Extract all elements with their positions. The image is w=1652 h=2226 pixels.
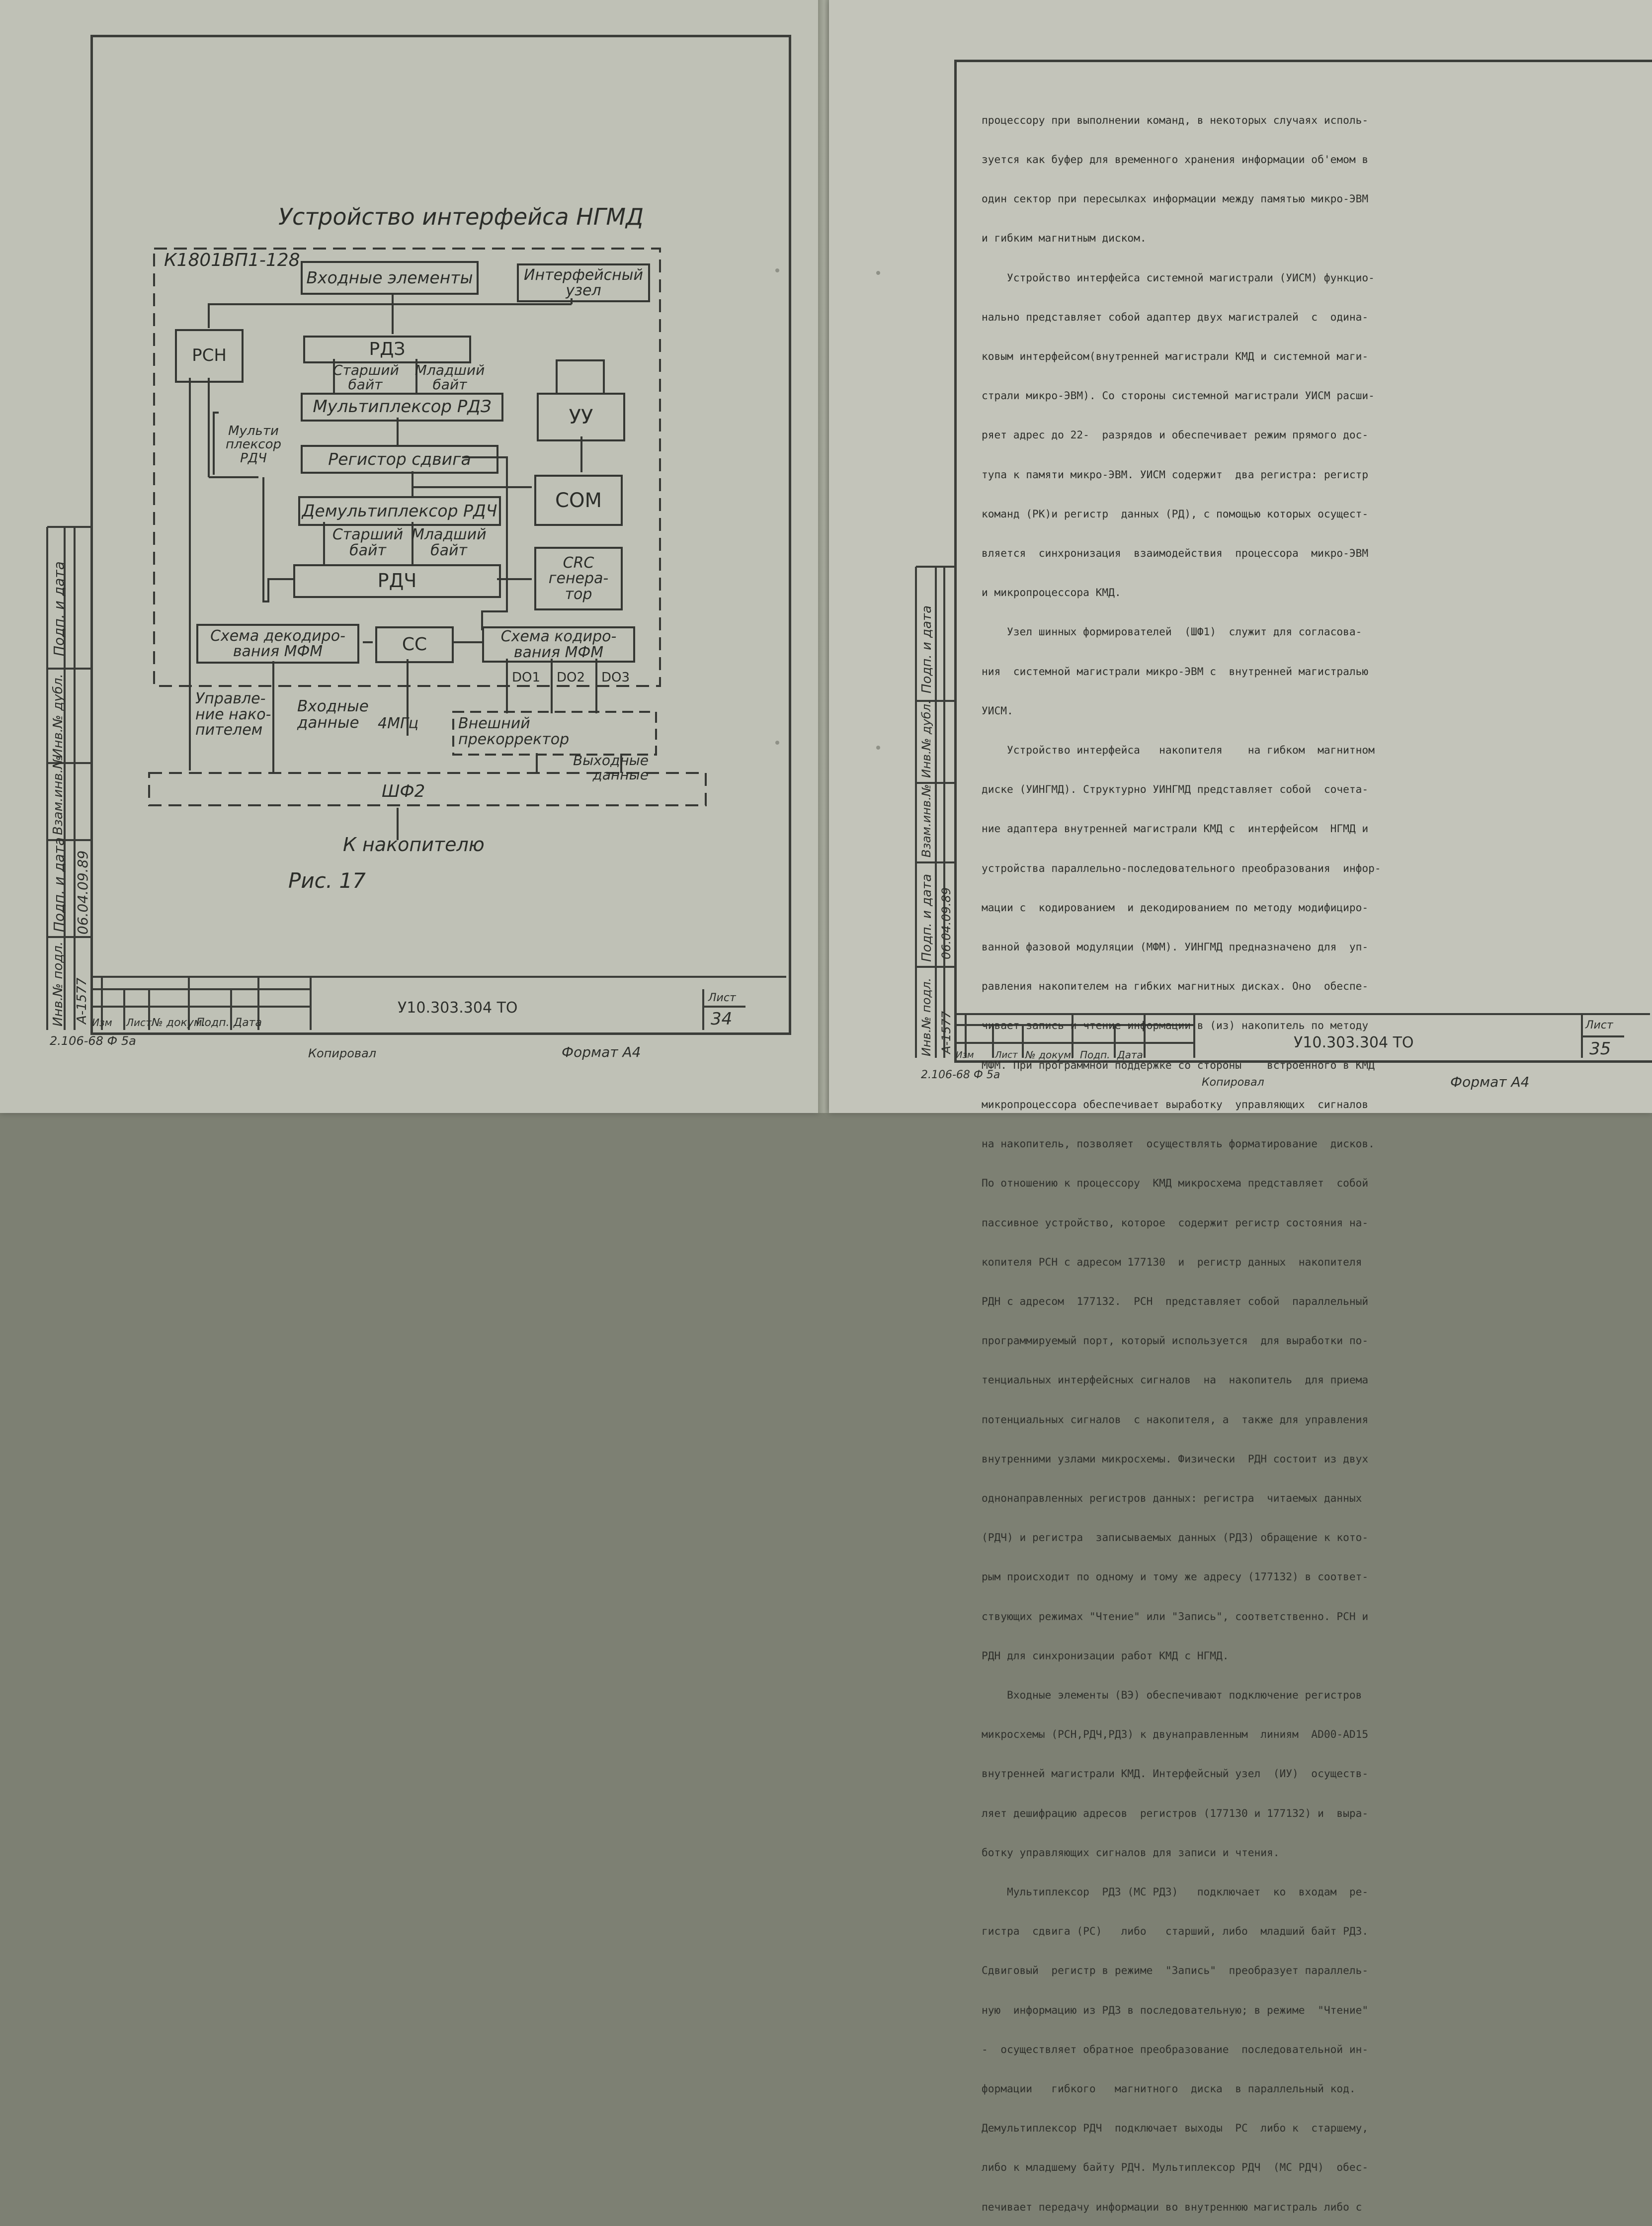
body-line: внутренней магистрали КМД. Интерфейсный узел (ИУ) осуществ- bbox=[982, 1767, 1369, 1780]
left-col-list: Лист bbox=[126, 1017, 152, 1028]
body-line: ния системной магистрали микро-ЭВМ с внутренней магистралью bbox=[982, 665, 1369, 678]
body-line: Устройство интерфейса накопителя на гибком магнитном bbox=[982, 744, 1375, 757]
body-line: Демультиплексор РДЧ подключает выходы РС либо к старшему, bbox=[982, 2122, 1369, 2135]
body-line: Мультиплексор РДЗ (МС РДЗ) подключает ко входам ре- bbox=[982, 1885, 1369, 1898]
right-col-izm: Изм bbox=[956, 1050, 974, 1060]
body-line: гистра сдвига (РС) либо старший, либо младший байт РДЗ. bbox=[982, 1925, 1369, 1938]
body-line: микросхемы (РСН,РДЧ,РДЗ) к двунаправленным линиям AD00-AD15 bbox=[982, 1728, 1369, 1741]
right-col-date: Дата bbox=[1117, 1049, 1143, 1061]
right-col-list: Лист bbox=[995, 1050, 1018, 1060]
binding-hole bbox=[876, 746, 880, 750]
block-rdz-label: РДЗ bbox=[369, 339, 406, 360]
left-footer-form: 2.106-68 Ф 5а bbox=[50, 1034, 136, 1048]
left-doc-number: У10.303.304 ТО bbox=[398, 999, 518, 1017]
do2-label: DO2 bbox=[557, 670, 585, 685]
input-data-label: Входные данные bbox=[297, 697, 369, 732]
rdz-low-label: Младший байт bbox=[414, 362, 485, 393]
left-page bbox=[0, 0, 819, 1113]
body-line: потенциальных сигналов с накопителя, а также для управления bbox=[982, 1413, 1369, 1426]
body-line: МФМ. При программной поддержке со стороны встроенного в КМД bbox=[982, 1058, 1375, 1071]
left-stamp-dup-inv: Инв.№ дубл. bbox=[51, 674, 66, 758]
block-com-label: СОМ bbox=[555, 489, 602, 512]
output-data-label: Выходные данные bbox=[573, 752, 649, 783]
body-line: Устройство интерфейса системной магистрали (УИСМ) функцио- bbox=[982, 271, 1375, 284]
body-line: равления накопителем на гибких магнитных дисках. Оно обеспе- bbox=[982, 980, 1369, 993]
body-line: РДН с адресом 177132. РСН представляет собой параллельный bbox=[982, 1294, 1369, 1307]
body-line: ванной фазовой модуляции (МФМ). УИНГМД предназначено для уп- bbox=[982, 941, 1369, 953]
body-line: печивает передачу информации во внутреннюю магистраль либо с bbox=[982, 2200, 1362, 2213]
left-stamp-sign-date-1: Подп. и дата bbox=[51, 561, 67, 656]
body-line: команд (РК)и регистр данных (РД), с помощью которых осущест- bbox=[982, 507, 1369, 520]
right-stamp-repl-inv: Взам.инв.№ bbox=[919, 784, 933, 857]
right-stamp-sign-date-1: Подп. и дата bbox=[919, 605, 934, 693]
body-line: на накопитель, позволяет осуществлять форматирование дисков. bbox=[982, 1137, 1375, 1150]
left-col-doc: № докум. bbox=[152, 1017, 206, 1029]
left-stamp-date-value: 06.04.09.89 bbox=[75, 850, 91, 935]
body-line: Сдвиговый регистр в режиме "Запись" преобразует параллель- bbox=[982, 1964, 1369, 1977]
left-col-sign: Подп. bbox=[196, 1017, 230, 1029]
body-line: ную информацию из РДЗ в последовательную; в режиме "Чтение" bbox=[982, 2003, 1369, 2016]
spine bbox=[818, 0, 830, 1113]
body-line: мации с кодированием и декодированием по методу модифициро- bbox=[982, 901, 1369, 914]
body-line: процессору при выполнении команд, в некоторых случаях исполь- bbox=[982, 113, 1369, 126]
binding-hole bbox=[775, 268, 779, 272]
body-line: страли микро-ЭВМ). Со стороны системной магистрали УИСМ расши- bbox=[982, 389, 1375, 402]
right-stamp-orig-inv: Инв.№ подл. bbox=[919, 978, 933, 1056]
left-footer-copied: Копировал bbox=[308, 1046, 377, 1060]
block-uu-label: УУ bbox=[569, 406, 593, 428]
body-line: УИСМ. bbox=[982, 704, 1013, 717]
rdch-low-label: Младший байт bbox=[412, 526, 487, 559]
left-stamp-sign-date-2: Подп. и дата bbox=[51, 837, 67, 932]
left-stamp-orig-inv: Инв.№ подл. bbox=[51, 941, 66, 1027]
body-line: ковым интерфейсом(внутренней магистрали КМД и системной маги- bbox=[982, 350, 1369, 363]
body-line: либо к младшему байту РДЧ. Мультиплексор РДЧ (МС РДЧ) обес- bbox=[982, 2161, 1369, 2174]
right-footer-copied: Копировал bbox=[1202, 1076, 1264, 1089]
left-footer-format: Формат А4 bbox=[562, 1044, 641, 1060]
right-col-doc: № докум. bbox=[1025, 1049, 1074, 1061]
body-line: внутренними узлами микросхемы. Физически РДН состоит из двух bbox=[982, 1452, 1369, 1465]
block-demux-rdch-label: Демультиплексор РДЧ bbox=[302, 501, 497, 520]
left-col-date: Дата bbox=[234, 1017, 262, 1029]
body-line: (РДЧ) и регистра записываемых данных (РДЗ) обращение к кото- bbox=[982, 1531, 1369, 1544]
shf2-label: ШФ2 bbox=[382, 781, 425, 801]
left-sheet-number: 34 bbox=[711, 1009, 733, 1029]
body-line: зуется как буфер для временного хранения информации об'емом в bbox=[982, 153, 1369, 166]
block-ss-label: СС bbox=[402, 634, 427, 655]
body-line: Узел шинных формирователей (ШФ1) служит для согласова- bbox=[982, 625, 1362, 638]
body-line: однонаправленных регистров данных: регистра читаемых данных bbox=[982, 1491, 1362, 1504]
right-sheet-number: 35 bbox=[1589, 1039, 1611, 1059]
body-line: ляет дешифрацию адресов регистров (177130 и 177132) и выра- bbox=[982, 1806, 1369, 1819]
block-rdch-label: РДЧ bbox=[377, 570, 417, 592]
body-line: чивает запись и чтение информации в (из) накопитель по методу bbox=[982, 1019, 1369, 1032]
body-line: тупа к памяти микро-ЭВМ. УИСМ содержит два регистра: регистр bbox=[982, 468, 1369, 481]
right-stamp-date-value: 06.04.09.89 bbox=[939, 887, 953, 959]
binding-hole bbox=[775, 741, 779, 745]
left-stamp-repl-inv: Взам.инв.№ bbox=[51, 756, 66, 835]
right-stamp-sign-date-2: Подп. и дата bbox=[919, 873, 934, 962]
rdz-high-label: Старший байт bbox=[333, 362, 399, 393]
body-line: устройства параллельно-последовательного преобразования инфор- bbox=[982, 861, 1381, 874]
figure-caption: Рис. 17 bbox=[288, 868, 366, 893]
right-sheet-label: Лист bbox=[1585, 1019, 1613, 1031]
freq-label: 4МГц bbox=[378, 715, 419, 732]
block-mux-rdz-label: Мультиплексор РДЗ bbox=[313, 397, 492, 417]
body-line: По отношению к процессору КМД микросхема представляет собой bbox=[982, 1177, 1369, 1190]
body-line: копителя РСН с адресом 177130 и регистр данных накопителя bbox=[982, 1255, 1362, 1268]
right-page bbox=[829, 0, 1652, 2213]
body-line: программируемый порт, который используется для выработки по- bbox=[982, 1334, 1369, 1347]
body-line: тенциальных интерфейсных сигналов на накопитель для приема bbox=[982, 1373, 1369, 1386]
right-stamp-inv-value: А-1577 bbox=[939, 1011, 953, 1054]
binding-hole bbox=[876, 271, 880, 275]
right-footer-form: 2.106-68 Ф 5а bbox=[921, 1069, 1000, 1081]
body-line: формации гибкого магнитного диска в параллельный код. bbox=[982, 2082, 1356, 2095]
body-line: ствующих режимах "Чтение" или "Запись", соответственно. РСН и bbox=[982, 1610, 1369, 1623]
control-label: Управле- ние нако- пителем bbox=[195, 690, 271, 739]
left-side-stamp-grid bbox=[0, 0, 819, 1113]
left-stamp-inv-value: А-1577 bbox=[75, 977, 89, 1024]
chip-label: К1801ВП1-128 bbox=[164, 250, 300, 270]
block-crc-label: CRC генера- тор bbox=[548, 554, 609, 603]
block-interface-node-label: Интерфейсный узел bbox=[524, 266, 643, 299]
body-line: нально представляет собой адаптер двух магистралей с одина- bbox=[982, 310, 1369, 323]
body-line: и гибким магнитным диском. bbox=[982, 232, 1147, 245]
body-line: Входные элементы (ВЭ) обеспечивают подключение регистров bbox=[982, 1688, 1362, 1701]
precorrector-label: Внешний прекорректор bbox=[458, 715, 570, 748]
do1-label: DO1 bbox=[512, 670, 541, 685]
body-line: ние адаптера внутренней магистрали КМД с интерфейсом НГМД и bbox=[982, 822, 1369, 835]
body-line: рым происходит по одному и тому же адресу (177132) в соответ- bbox=[982, 1570, 1369, 1583]
rdch-high-label: Старший байт bbox=[332, 526, 404, 559]
right-stamp-dup-inv: Инв.№ дубл. bbox=[919, 700, 933, 778]
right-footer-format: Формат А4 bbox=[1450, 1074, 1530, 1090]
body-line: и микропроцессора КМД. bbox=[982, 586, 1121, 599]
left-sheet-label: Лист bbox=[708, 992, 736, 1004]
body-line: пассивное устройство, которое содержит регистр состояния на- bbox=[982, 1216, 1369, 1229]
block-rsn-label: РСН bbox=[192, 345, 227, 366]
body-line: один сектор при пересылках информации между памятью микро-ЭВМ bbox=[982, 192, 1369, 205]
body-line: ряет адрес до 22- разрядов и обеспечивает режим прямого дос- bbox=[982, 428, 1369, 441]
body-line: ботку управляющих сигналов для записи и чтения. bbox=[982, 1846, 1280, 1859]
body-line: микропроцессора обеспечивает выработку управляющих сигналов bbox=[982, 1098, 1369, 1111]
block-encoder-label: Схема кодиро- вания МФМ bbox=[500, 628, 617, 661]
do3-label: DO3 bbox=[601, 670, 630, 685]
diagram-title: Устройство интерфейса НГМД bbox=[278, 203, 644, 230]
block-decoder-label: Схема декодиро- вания МФМ bbox=[210, 627, 345, 660]
body-text bbox=[982, 87, 1541, 2226]
block-input-elements-label: Входные элементы bbox=[306, 267, 473, 287]
body-line: вляется синхронизация взаимодействия процессора микро-ЭВМ bbox=[982, 547, 1369, 560]
body-line: - осуществляет обратное преобразование последовательной ин- bbox=[982, 2043, 1369, 2055]
body-line: диске (УИНГМД). Структурно УИНГМД представляет собой сочета- bbox=[982, 783, 1369, 796]
to-drive-label: К накопителю bbox=[343, 834, 485, 856]
right-col-sign: Подп. bbox=[1080, 1049, 1110, 1061]
block-mux-rdch-label: Мульти плексор РДЧ bbox=[225, 424, 282, 466]
block-shift-register-label: Регистор сдвига bbox=[328, 449, 471, 469]
left-col-izm: Изм bbox=[92, 1017, 112, 1028]
right-doc-number: У10.303.304 ТО bbox=[1294, 1034, 1414, 1051]
body-line: РДН для синхронизации работ КМД с НГМД. bbox=[982, 1649, 1229, 1662]
